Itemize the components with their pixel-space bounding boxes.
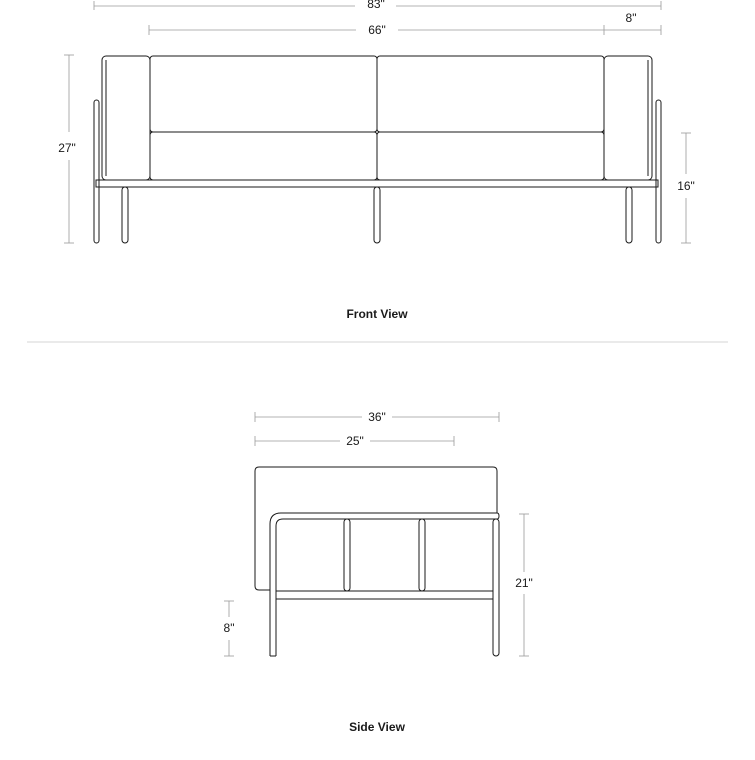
back-cushion-left <box>150 56 377 132</box>
back-cushion-right <box>377 56 604 132</box>
dim-seat-depth <box>255 434 454 448</box>
leg-center <box>374 187 380 243</box>
side-view-caption: Side View <box>349 720 405 734</box>
arm-frame-outer <box>270 513 499 656</box>
dim-label-8-leg: 8" <box>223 621 235 635</box>
right-arm <box>604 56 652 180</box>
seat-block <box>255 467 497 590</box>
dim-label-66: 66" <box>368 23 386 37</box>
left-frame-tube <box>94 100 99 243</box>
dim-overall-height <box>58 55 76 243</box>
spindle-2 <box>419 519 425 591</box>
front-view-caption: Front View <box>346 307 408 321</box>
dim-label-83: 83" <box>367 0 385 11</box>
dim-seat-height <box>677 133 695 243</box>
dim-arm-height <box>515 514 533 656</box>
sofa-front-drawing <box>94 56 661 243</box>
leg-left <box>122 187 128 243</box>
leg-right <box>626 187 632 243</box>
side-view <box>224 410 533 734</box>
dim-arm-width <box>604 11 661 35</box>
spindle-1 <box>344 519 350 591</box>
right-frame-tube <box>656 100 661 243</box>
dim-overall-width <box>94 0 661 11</box>
dim-overall-depth <box>255 410 499 424</box>
front-view <box>58 0 695 321</box>
dim-seat-width <box>149 23 604 37</box>
dim-label-8-arm: 8" <box>625 11 637 25</box>
rear-leg <box>493 519 499 656</box>
dim-label-27: 27" <box>58 141 76 155</box>
dim-label-21: 21" <box>515 576 533 590</box>
seat-cushion-left <box>150 132 377 180</box>
dim-label-36: 36" <box>368 410 386 424</box>
seat-cushion-right <box>377 132 604 180</box>
frame-rail <box>96 180 658 187</box>
dim-label-16: 16" <box>677 179 695 193</box>
dim-leg-clearance <box>224 601 235 656</box>
sofa-side-drawing <box>255 467 499 656</box>
left-arm <box>102 56 150 180</box>
dim-label-25: 25" <box>346 434 364 448</box>
